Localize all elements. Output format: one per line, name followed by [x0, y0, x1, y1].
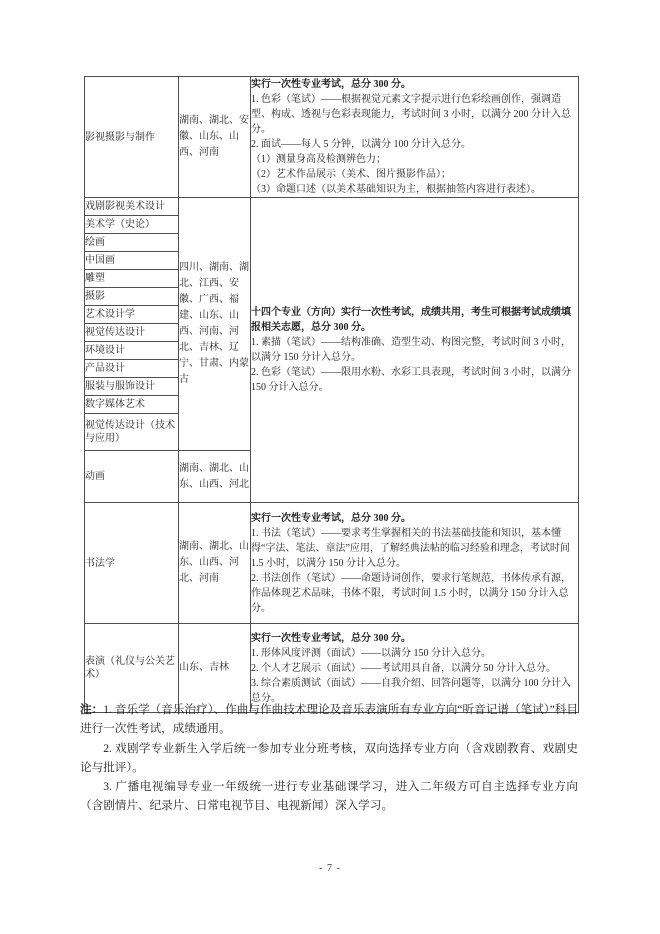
provinces-cell: 湖南、湖北、安徽、山东、山西、河南 [179, 77, 251, 198]
exam-item: 2. 书法创作（笔试）——命题诗词创作，要求行笔规范，书体传承有源，作品体现艺术品味，书体不限，考试时间 1.5 小时，以满分 150 分计入总分。 [251, 572, 571, 614]
exam-heading: 十四个专业（方向）实行一次性考试，成绩共用，考生可根据考试成绩填报相关志愿，总分 300 分。 [251, 307, 571, 333]
exam-item: 3. 综合素质测试（面试）——自我介绍、回答问题等，以满分 100 分计入总分。 [251, 677, 571, 704]
major-cell: 视觉传达设计（技术与应用） [85, 414, 179, 451]
exam-heading: 实行一次性专业考试，总分 300 分。 [251, 79, 411, 90]
major-cell: 中国画 [85, 252, 179, 270]
exam-cell [251, 198, 579, 503]
footnotes [80, 700, 578, 816]
major-cell: 视觉传达设计 [85, 324, 179, 342]
exam-requirements-table [84, 76, 579, 713]
exam-heading: 实行一次性专业考试，总分 300 分。 [251, 632, 411, 644]
exam-cell [251, 503, 579, 624]
major-cell: 服装与服饰设计 [85, 378, 179, 396]
exam-item: （3）命题口述（以美术基础知识为主，根据抽签内容进行表述）。 [251, 184, 541, 195]
provinces-cell: 湖南、湖北、山东、山西、河北 [179, 451, 251, 503]
major-cell: 摄影 [85, 288, 179, 306]
major-cell: 雕塑 [85, 270, 179, 288]
major-cell: 影视摄影与制作 [85, 77, 179, 198]
exam-item: 2. 个人才艺展示（面试）——考试用具自备，以满分 50 分计入总分。 [251, 662, 556, 674]
note-text: 1. 音乐学（音乐治疗）、作曲与作曲技术理论及音乐表演所有专业方向“听音记谱（笔试）”科目进行一次性考试，成绩通用。 [80, 703, 578, 736]
exam-item: 1. 色彩（笔试）——根据视觉元素文字提示进行色彩绘画创作，强调造型、构成、透视与色彩表现能力，考试时间 3 小时，以满分 200 分计入总分。 [251, 94, 571, 135]
major-cell: 环境设计 [85, 342, 179, 360]
major-cell: 美术学（史论） [85, 216, 179, 234]
table-row [85, 198, 579, 216]
major-cell: 艺术设计学 [85, 306, 179, 324]
note-item: 2. 戏剧学专业新生入学后统一参加专业分班考核，双向选择专业方向（含戏剧教育、戏剧史论与批评）。 [80, 741, 578, 774]
note-item: 3. 广播电视编导专业一年级统一进行专业基础课学习，进入二年级方可自主选择专业方向（含剧情片、纪录片、日常电视节目、电视新闻）深入学习。 [80, 780, 578, 813]
major-cell: 书法学 [85, 503, 179, 624]
exam-item: 1. 书法（笔试）——要求考生掌握相关的书法基础技能和知识，基本懂得“字法、笔法、章法”应用，了解经典法帖的临习经验和理念，考试时间 1.5 小时，以满分 150 分计入总分。 [251, 527, 570, 569]
note-item [80, 700, 578, 739]
major-cell: 戏剧影视美术设计 [85, 198, 179, 216]
major-cell: 表演（礼仪与公关艺术） [85, 624, 179, 713]
page-number: - 7 - [319, 863, 341, 874]
exam-item: 2. 面试——每人 5 分钟，以满分 100 分计入总分。 [251, 139, 471, 150]
exam-item: 2. 色彩（笔试）——限用水粉、水彩工具表现，考试时间 3 小时，以满分 150 分计入总分。 [251, 367, 571, 393]
exam-item: 1. 素描（笔试）——结构准确、造型生动、构图完整，考试时间 3 小时，以满分 150 分计入总分。 [251, 337, 571, 363]
exam-item: 1. 形体风度评测（面试）——以满分 150 分计入总分。 [251, 647, 491, 659]
exam-item: （1）测量身高及检测辨色力； [251, 154, 386, 165]
exam-heading: 实行一次性专业考试，总分 300 分。 [251, 512, 411, 524]
major-cell: 绘画 [85, 234, 179, 252]
major-cell: 产品设计 [85, 360, 179, 378]
major-cell: 数字媒体艺术 [85, 396, 179, 414]
provinces-cell: 四川、湖南、湖北、江西、安徽、广西、福建、山东、山西、河南、河北、吉林、辽宁、甘肃、内蒙古 [179, 198, 251, 451]
note-label: 注： [80, 703, 104, 716]
exam-item: （2）艺术作品展示（美术、图片摄影作品）； [251, 169, 451, 180]
table-row [85, 503, 579, 624]
table-row [85, 77, 579, 198]
major-cell: 动画 [85, 451, 179, 503]
exam-cell [251, 77, 579, 198]
provinces-cell: 山东、吉林 [179, 624, 251, 713]
provinces-cell: 湖南、湖北、山东、山西、河北、河南 [179, 503, 251, 624]
